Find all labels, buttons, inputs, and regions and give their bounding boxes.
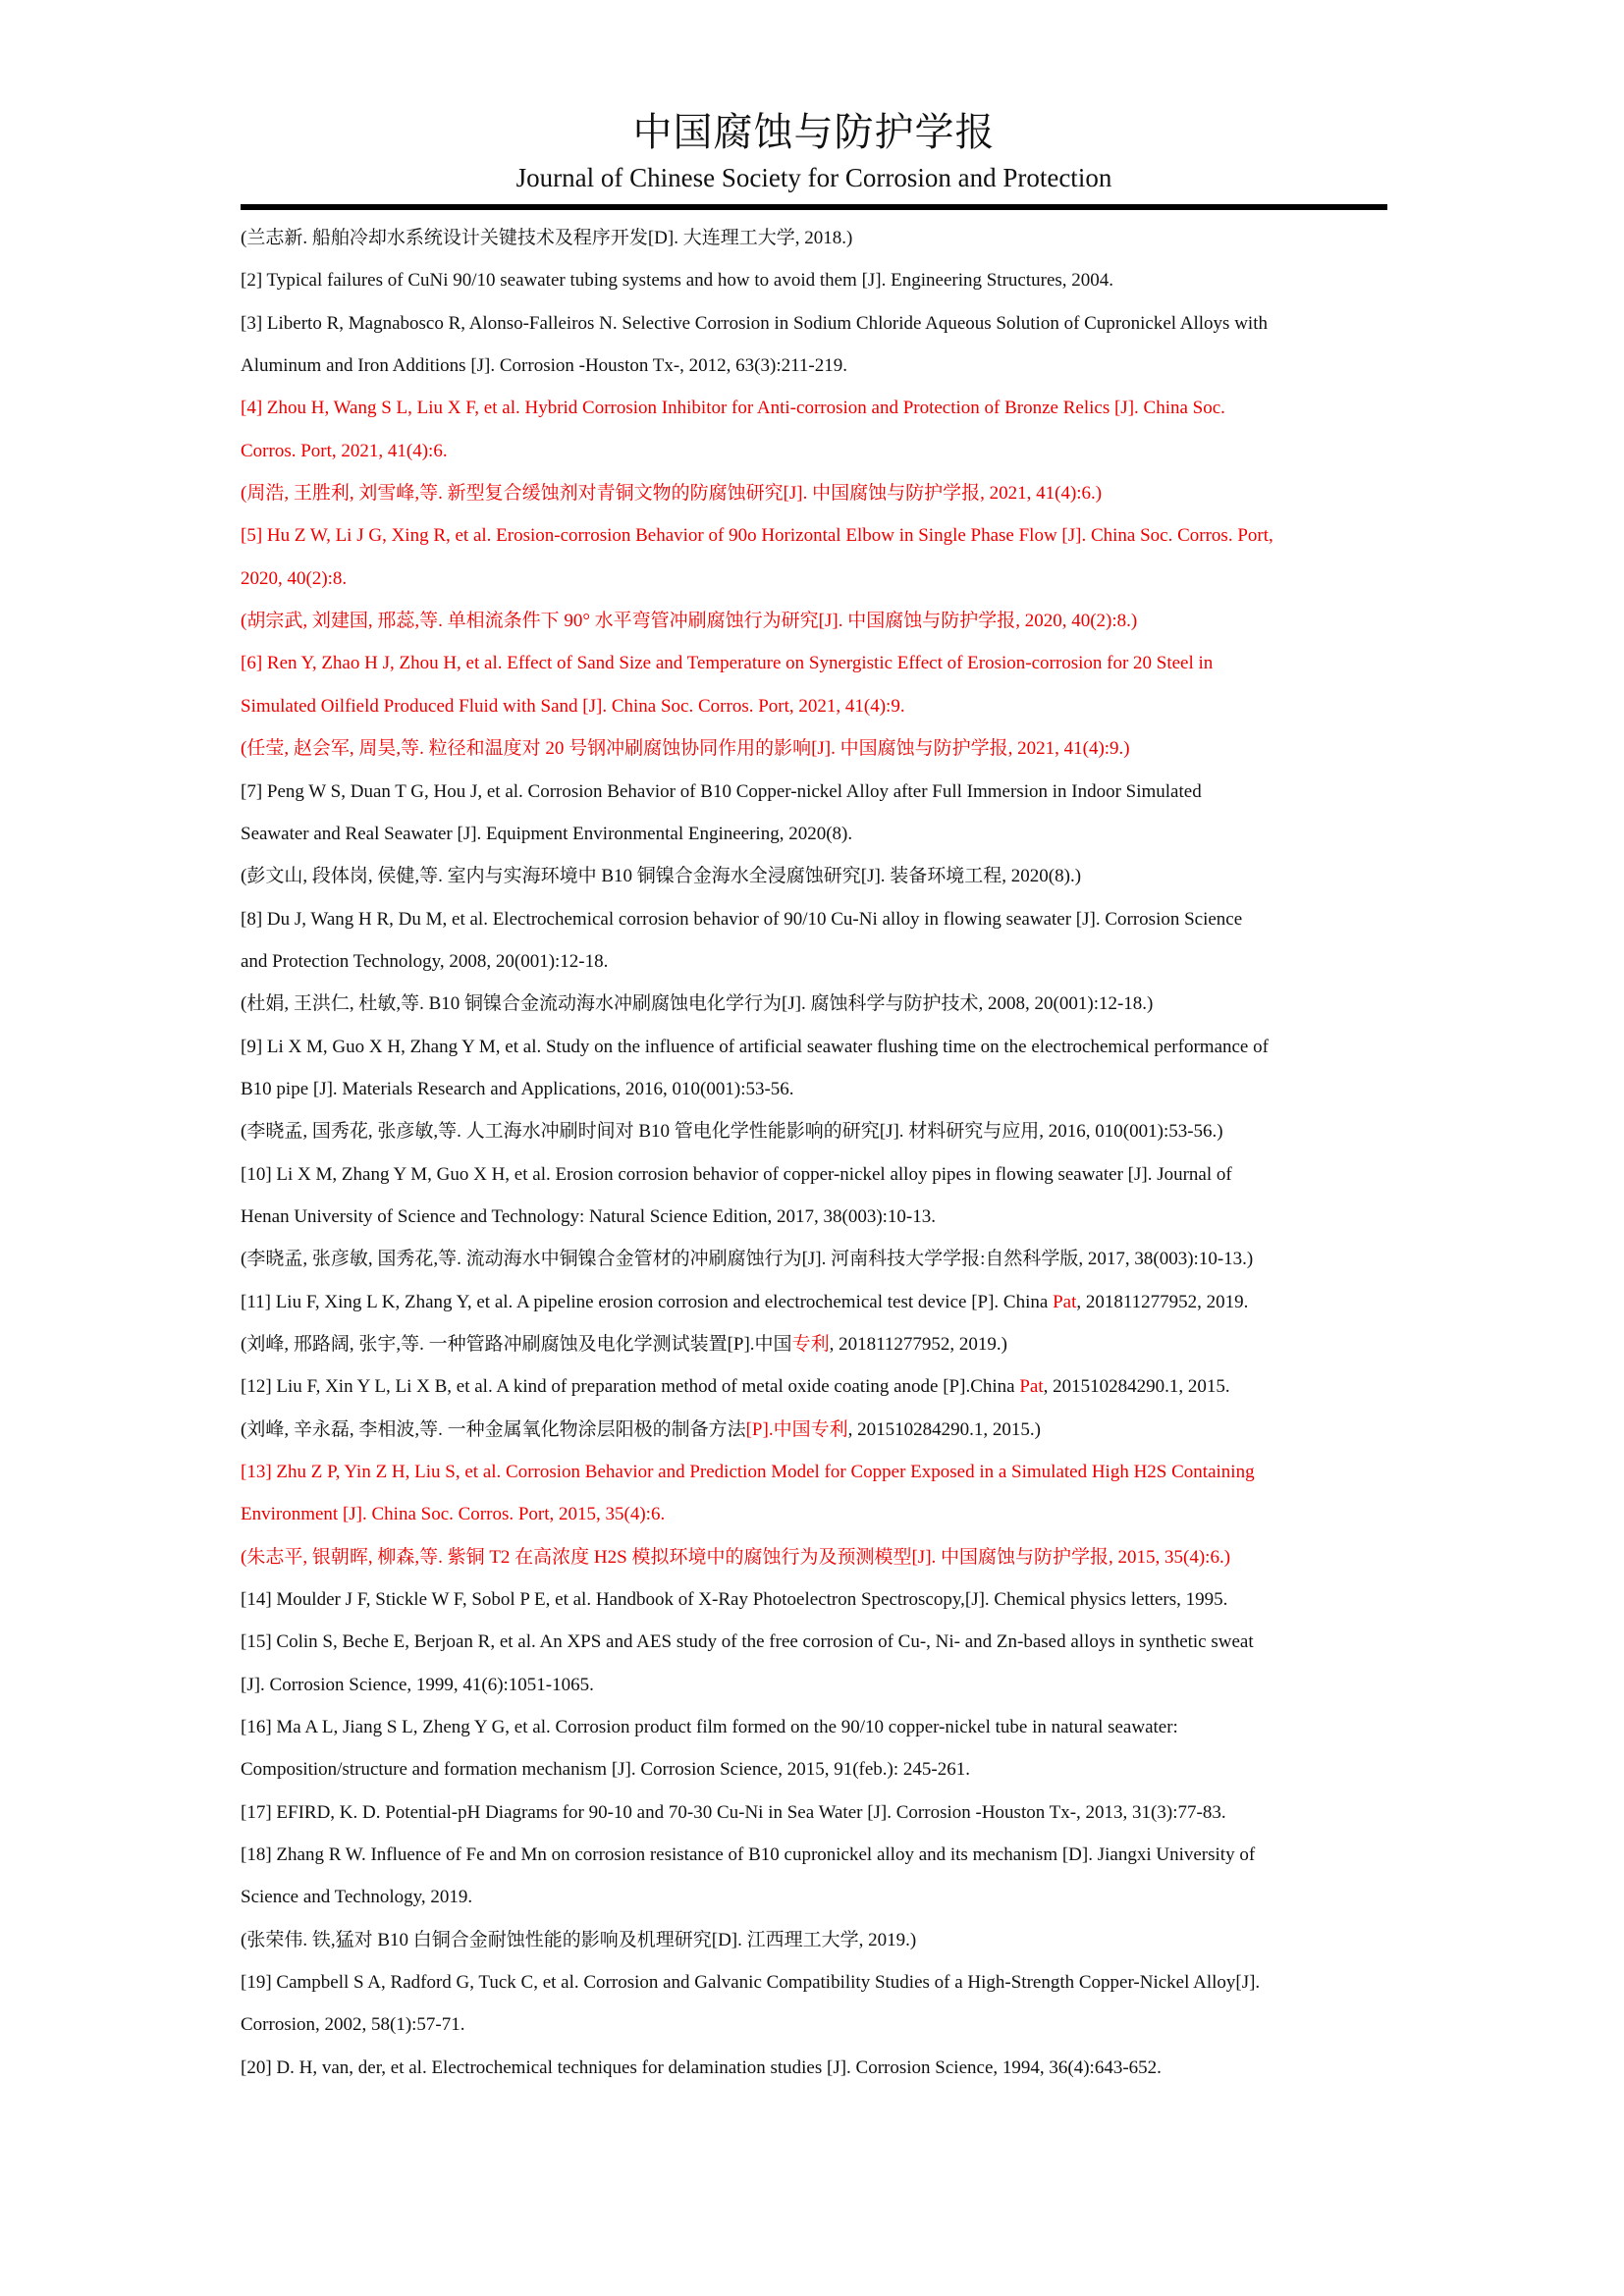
- reference-line: [241, 1706, 1387, 1748]
- reference-line: [241, 259, 1387, 301]
- reference-line: [241, 771, 1387, 813]
- reference-line: [241, 940, 1387, 983]
- journal-title-chinese: 中国腐蚀与防护学报: [632, 110, 996, 154]
- reference-line: [241, 1409, 1387, 1451]
- reference-text-segment: [3] Liberto R, Magnabosco R, Alonso-Falleiros N. Selective Corrosion in Sodium Chloride Aqueous Solution of Cupronickel Alloys with: [241, 312, 1268, 334]
- reference-line: [241, 345, 1387, 387]
- reference-text-segment: [7] Peng W S, Duan T G, Hou J, et al. Corrosion Behavior of B10 Copper-nickel Alloy after Full Immersion in Indoor Simulated: [241, 780, 1202, 802]
- reference-text-segment: [8] Du J, Wang H R, Du M, et al. Electrochemical corrosion behavior of 90/10 Cu-Ni alloy in flowing seawater [J]. Corrosion Science: [241, 908, 1243, 930]
- reference-line: [241, 1196, 1387, 1238]
- reference-line: [241, 387, 1387, 429]
- reference-line: [241, 983, 1387, 1025]
- reference-text-segment: [19] Campbell S A, Radford G, Tuck C, et al. Corrosion and Galvanic Compatibility Studies of a High-Strength Copper-Nickel Alloy[J].: [241, 1972, 1261, 1994]
- reference-text-segment: Simulated Oilfield Produced Fluid with Sand [J]. China Soc. Corros. Port, 2021, 41(4):9.: [241, 695, 905, 717]
- reference-line: [241, 2047, 1387, 2089]
- reference-text-segment: Corrosion, 2002, 58(1):57-71.: [241, 2014, 465, 2036]
- reference-line: [241, 430, 1387, 472]
- reference-text-segment: [20] D. H, van, der, et al. Electrochemical techniques for delamination studies [J]. Corrosion Science, 1994, 36(4):643-652.: [241, 2056, 1162, 2078]
- reference-line: [241, 1961, 1387, 2003]
- reference-text-segment: (胡宗武, 刘建国, 邢蕊,等. 单相流条件下 90° 水平弯管冲刷腐蚀行为研究[J]. 中国腐蚀与防护学报, 2020, 40(2):8.): [241, 611, 1138, 632]
- reference-text-segment: , 201811277952, 2019.: [1076, 1291, 1249, 1312]
- reference-line: [241, 1068, 1387, 1110]
- reference-line: [241, 898, 1387, 940]
- reference-line: [241, 1451, 1387, 1493]
- reference-text-segment: [5] Hu Z W, Li J G, Xing R, et al. Erosion-corrosion Behavior of 90o Horizontal Elbow in Single Phase Flow [J]. China Soc. Corros. Port,: [241, 525, 1273, 547]
- reference-text-segment: Corros. Port, 2021, 41(4):6.: [241, 440, 448, 461]
- reference-text-segment: , 201510284290.1, 2015.: [1043, 1376, 1230, 1398]
- reference-line: [241, 2003, 1387, 2046]
- reference-line: [241, 642, 1387, 684]
- reference-text-segment: (刘峰, 邢路阔, 张宇,等. 一种管路冲刷腐蚀及电化学测试装置[P].中国: [241, 1333, 792, 1355]
- reference-line: [241, 1323, 1387, 1365]
- reference-line: [241, 1238, 1387, 1280]
- reference-text-segment: (任莹, 赵会军, 周昊,等. 粒径和温度对 20 号钢冲刷腐蚀协同作用的影响[J]. 中国腐蚀与防护学报, 2021, 41(4):9.): [241, 738, 1130, 760]
- reference-line: [241, 1536, 1387, 1578]
- reference-line: [241, 1621, 1387, 1663]
- reference-line: [241, 1110, 1387, 1152]
- reference-line: [241, 1026, 1387, 1068]
- reference-line: [241, 600, 1387, 642]
- reference-text-segment: (彭文山, 段体岗, 侯健,等. 室内与实海环境中 B10 铜镍合金海水全浸腐蚀研究[J]. 装备环境工程, 2020(8).): [241, 866, 1082, 887]
- reference-line: [241, 1281, 1387, 1323]
- reference-line: [241, 813, 1387, 855]
- reference-text-segment: Seawater and Real Seawater [J]. Equipment Environmental Engineering, 2020(8).: [241, 823, 853, 844]
- reference-text-segment: (张荣伟. 铁,猛对 B10 白铜合金耐蚀性能的影响及机理研究[D]. 江西理工大学, 2019.): [241, 1929, 917, 1950]
- reference-text-segment: [4] Zhou H, Wang S L, Liu X F, et al. Hybrid Corrosion Inhibitor for Anti-corrosion and Protection of Bronze Relics [J]. China Soc.: [241, 398, 1225, 419]
- reference-text-segment: , 201510284290.1, 2015.): [847, 1418, 1041, 1440]
- reference-text-segment: (朱志平, 银朝晖, 柳森,等. 紫铜 T2 在高浓度 H2S 模拟环境中的腐蚀行为及预测模型[J]. 中国腐蚀与防护学报, 2015, 35(4):6.): [241, 1546, 1231, 1568]
- reference-text-segment: [12] Liu F, Xin Y L, Li X B, et al. A kind of preparation method of metal oxide coating anode [P].China: [241, 1376, 1020, 1398]
- reference-text-segment: [18] Zhang R W. Influence of Fe and Mn on corrosion resistance of B10 cupronickel alloy and its mechanism [D]. Jiangxi University of: [241, 1844, 1256, 1866]
- reference-text-segment: [10] Li X M, Zhang Y M, Guo X H, et al. Erosion corrosion behavior of copper-nickel alloy pipes in flowing seawater [J]. Journal of: [241, 1163, 1232, 1185]
- reference-line: [241, 1791, 1387, 1834]
- reference-line: [241, 1834, 1387, 1876]
- reference-text-segment: [2] Typical failures of CuNi 90/10 seawater tubing systems and how to avoid them [J]. Engineering Structures, 2004.: [241, 270, 1114, 292]
- header-divider-rule: [241, 204, 1387, 210]
- reference-text-segment: (杜娟, 王洪仁, 杜敏,等. B10 铜镍合金流动海水冲刷腐蚀电化学行为[J]. 腐蚀科学与防护技术, 2008, 20(001):12-18.): [241, 993, 1154, 1015]
- reference-text-segment: Science and Technology, 2019.: [241, 1887, 473, 1908]
- reference-text-segment: Environment [J]. China Soc. Corros. Port, 2015, 35(4):6.: [241, 1504, 666, 1525]
- reference-line: [241, 217, 1387, 259]
- reference-text-segment: (李晓孟, 国秀花, 张彦敏,等. 人工海水冲刷时间对 B10 管电化学性能影响的研究[J]. 材料研究与应用, 2016, 010(001):53-56.): [241, 1121, 1223, 1143]
- reference-text-segment: Composition/structure and formation mechanism [J]. Corrosion Science, 2015, 91(feb.): 245-261.: [241, 1759, 970, 1781]
- reference-line: [241, 472, 1387, 514]
- reference-text-segment: [11] Liu F, Xing L K, Zhang Y, et al. A pipeline erosion corrosion and electrochemical test device [P]. China: [241, 1291, 1054, 1312]
- reference-text-segment: Henan University of Science and Technology: Natural Science Edition, 2017, 38(003):10-13.: [241, 1205, 937, 1227]
- reference-line: [241, 302, 1387, 345]
- reference-text-segment: and Protection Technology, 2008, 20(001):12-18.: [241, 950, 609, 972]
- document-page: [241, 0, 1387, 2089]
- reference-line: [241, 1578, 1387, 1621]
- reference-line: [241, 1664, 1387, 1706]
- reference-line: [241, 1919, 1387, 1961]
- reference-line: [241, 1365, 1387, 1408]
- reference-line: [241, 1493, 1387, 1535]
- journal-title-english: Journal of Chinese Society for Corrosion and Protection: [515, 163, 1112, 192]
- reference-text-segment: [9] Li X M, Guo X H, Zhang Y M, et al. Study on the influence of artificial seawater flushing time on the electrochemical performance of: [241, 1036, 1269, 1057]
- reference-line: [241, 558, 1387, 600]
- references-list: [241, 217, 1387, 2089]
- reference-text-segment: [13] Zhu Z P, Yin Z H, Liu S, et al. Corrosion Behavior and Prediction Model for Copper Exposed in a Simulated High H2S Containing: [241, 1462, 1255, 1483]
- reference-text-segment: [6] Ren Y, Zhao H J, Zhou H, et al. Effect of Sand Size and Temperature on Synergistic Effect of Erosion-corrosion for 20 Steel in: [241, 653, 1214, 674]
- reference-text-segment: [16] Ma A L, Jiang S L, Zheng Y G, et al. Corrosion product film formed on the 90/10 copper-nickel tube in natural seawater:: [241, 1717, 1178, 1738]
- reference-text-segment: 专利: [791, 1333, 830, 1355]
- reference-line: [241, 1153, 1387, 1196]
- reference-text-segment: (李晓孟, 张彦敏, 国秀花,等. 流动海水中铜镍合金管材的冲刷腐蚀行为[J]. 河南科技大学学报:自然科学版, 2017, 38(003):10-13.): [241, 1249, 1254, 1270]
- reference-text-segment: Pat: [1019, 1376, 1044, 1398]
- reference-text-segment: 2020, 40(2):8.: [241, 567, 348, 589]
- journal-header: [241, 0, 1387, 210]
- reference-line: [241, 1876, 1387, 1918]
- reference-text-segment: (周浩, 王胜利, 刘雪峰,等. 新型复合缓蚀剂对青铜文物的防腐蚀研究[J]. 中国腐蚀与防护学报, 2021, 41(4):6.): [241, 483, 1103, 505]
- reference-text-segment: [17] EFIRD, K. D. Potential-pH Diagrams for 90-10 and 70-30 Cu-Ni in Sea Water [J]. Corrosion -Houston Tx-, 2013, 31(3):77-83.: [241, 1801, 1226, 1823]
- reference-line: [241, 1748, 1387, 1790]
- reference-text-segment: Aluminum and Iron Additions [J]. Corrosion -Houston Tx-, 2012, 63(3):211-219.: [241, 355, 847, 377]
- reference-text-segment: [15] Colin S, Beche E, Berjoan R, et al. An XPS and AES study of the free corrosion of Cu-, Ni- and Zn-based alloys in synthetic sweat: [241, 1631, 1254, 1653]
- reference-line: [241, 855, 1387, 897]
- reference-text-segment: (兰志新. 船舶冷却水系统设计关键技术及程序开发[D]. 大连理工大学, 2018.): [241, 228, 853, 249]
- reference-text-segment: , 201811277952, 2019.): [829, 1333, 1007, 1355]
- reference-text-segment: [P].中国专利: [745, 1418, 848, 1440]
- reference-text-segment: [J]. Corrosion Science, 1999, 41(6):1051-1065.: [241, 1674, 594, 1695]
- reference-line: [241, 727, 1387, 770]
- reference-text-segment: Pat: [1053, 1291, 1077, 1312]
- reference-line: [241, 514, 1387, 557]
- reference-line: [241, 685, 1387, 727]
- reference-text-segment: B10 pipe [J]. Materials Research and Applications, 2016, 010(001):53-56.: [241, 1078, 794, 1099]
- reference-text-segment: [14] Moulder J F, Stickle W F, Sobol P E, et al. Handbook of X-Ray Photoelectron Spectroscopy,[J]. Chemical physics letters, 1995.: [241, 1589, 1228, 1611]
- reference-text-segment: (刘峰, 辛永磊, 李相波,等. 一种金属氧化物涂层阳极的制备方法: [241, 1418, 746, 1440]
